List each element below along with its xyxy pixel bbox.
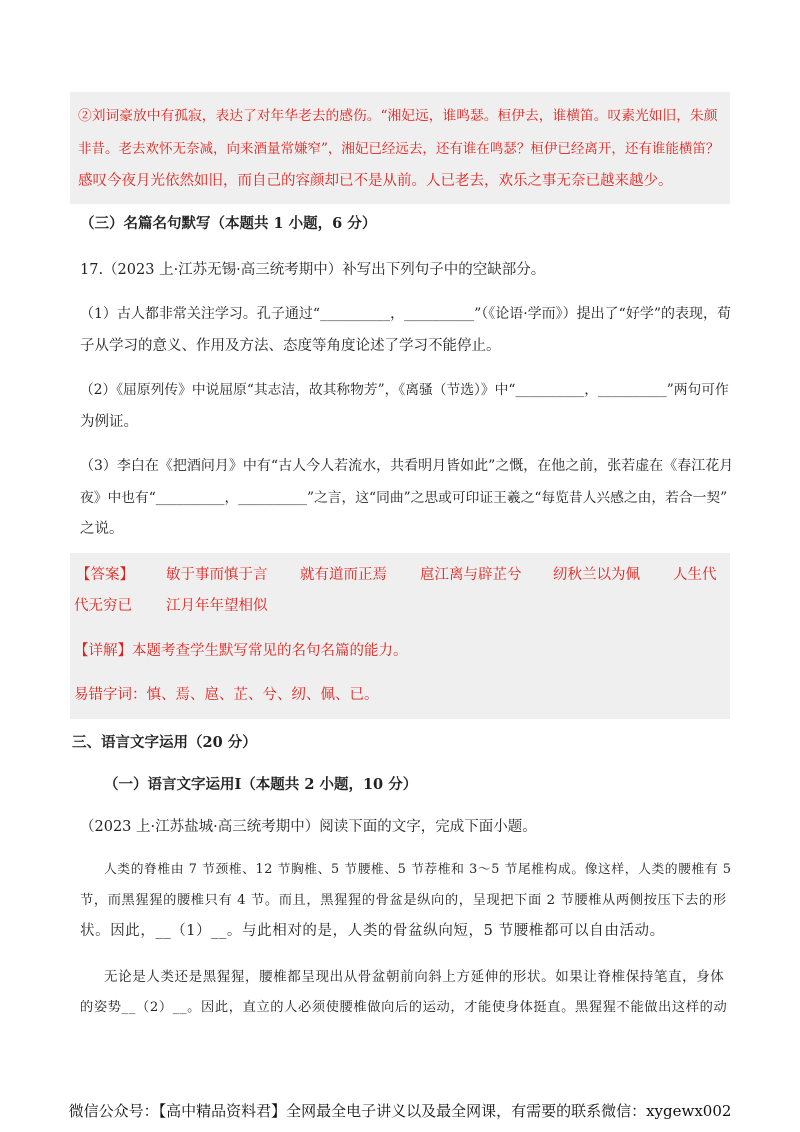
answer-item: 纫秋兰以为佩 (553, 567, 640, 583)
part-heading: 三、语言文字运用（20 分） (72, 734, 257, 751)
question-part-3-end: 之说。 (80, 521, 124, 537)
question-part-3-cont: 夜》中也有“__________，__________”之言，这“同曲”之思或可印证王羲之“每览昔人兴感之由，若合一契” (80, 490, 728, 506)
question-part-2-cont: 为例证。 (80, 414, 138, 430)
question-part-3: （3）李白在《把酒问月》中有“古人今人若流水，共看明月皆如此”之慨，在他之前，张若虚在《春江花月 (80, 458, 734, 474)
passage-line: 无论是人类还是黑猩猩，腰椎都呈现出从骨盆朝前向斜上方延伸的形状。如果让脊椎保持笔直，身体 (104, 969, 725, 985)
answer-item: 就有道而正焉 (300, 567, 387, 583)
detail-label: 【详解】 (74, 643, 132, 659)
footer-watermark: 微信公众号：【高中精品资料君】全网最全电子讲义以及最全网课，有需要的联系微信：xygewx002 (68, 1102, 732, 1120)
question-part-1: （1）古人都非常关注学习。孔子通过“__________，__________”（《论语·学而》）提出了“好学”的表现，荀 (80, 306, 731, 322)
passage-line: 的姿势__（2）__。因此，直立的人必须使腰椎做向后的运动，才能使身体挺直。黑猩猩不能做出这样的动 (80, 1000, 728, 1015)
answer-box (70, 553, 730, 719)
explanation-box (70, 92, 730, 204)
explanation-line: 非昔。老去欢怀无奈减，向来酒量常嫌窄”，湘妃已经远去，还有谁在鸣瑟？桓伊已经离开，还有谁能横笛？ (78, 141, 720, 157)
answer-item: 扈江离与辟芷兮 (420, 567, 522, 583)
answer-item: 敏于事而慎于言 (166, 567, 268, 583)
typo-note: 易错字词：慎、焉、扈、芷、兮、纫、佩、已。 (74, 687, 379, 703)
passage-line: 状。因此，__（1）__。与此相对的是，人类的骨盆纵向短，5 节腰椎都可以自由活动。 (80, 923, 665, 939)
explanation-line: ②刘词豪放中有孤寂，表达了对年华老去的感伤。“湘妃远，谁鸣瑟。桓伊去，谁横笛。叹素光如旧，朱颜 (78, 108, 718, 124)
detail-text: 本题考查学生默写常见的名句名篇的能力。 (132, 643, 408, 659)
question-stem: 17.（2023 上·江苏无锡·高三统考期中）补写出下列句子中的空缺部分。 (80, 262, 546, 278)
subsection-heading: （一）语言文字运用Ⅰ（本题共 2 小题，10 分） (104, 776, 418, 793)
passage-line: 人类的脊椎由 7 节颈椎、12 节胸椎、5 节腰椎、5 节荐椎和 3～5 节尾椎构成。像这样，人类的腰椎有 5 (104, 862, 732, 877)
answer-item: 代无穷已 (74, 598, 132, 614)
section-heading: （三）名篇名句默写（本题共 1 小题，6 分） (80, 215, 377, 232)
answer-label: 【答案】 (76, 567, 134, 583)
reading-intro: （2023 上·江苏盐城·高三统考期中）阅读下面的文字，完成下面小题。 (80, 819, 537, 835)
passage-line: 节，而黑猩猩的腰椎只有 4 节。而且，黑猩猩的骨盆是纵向的，呈现把下面 2 节腰椎从两侧按压下去的形 (80, 893, 727, 908)
answer-item: 人生代 (673, 567, 717, 583)
explanation-line: 感叹今夜月光依然如旧，而自己的容颜却已不是从前。人已老去，欢乐之事无奈已越来越少。 (78, 173, 673, 189)
question-part-1-cont: 子从学习的意义、作用及方法、态度等角度论述了学习不能停止。 (80, 338, 501, 354)
question-part-2: （2）《屈原列传》中说屈原“其志洁，故其称物芳”，《离骚（节选）》中“__________，__________”两句可作 (80, 382, 729, 398)
answer-item: 江月年年望相似 (166, 598, 268, 614)
